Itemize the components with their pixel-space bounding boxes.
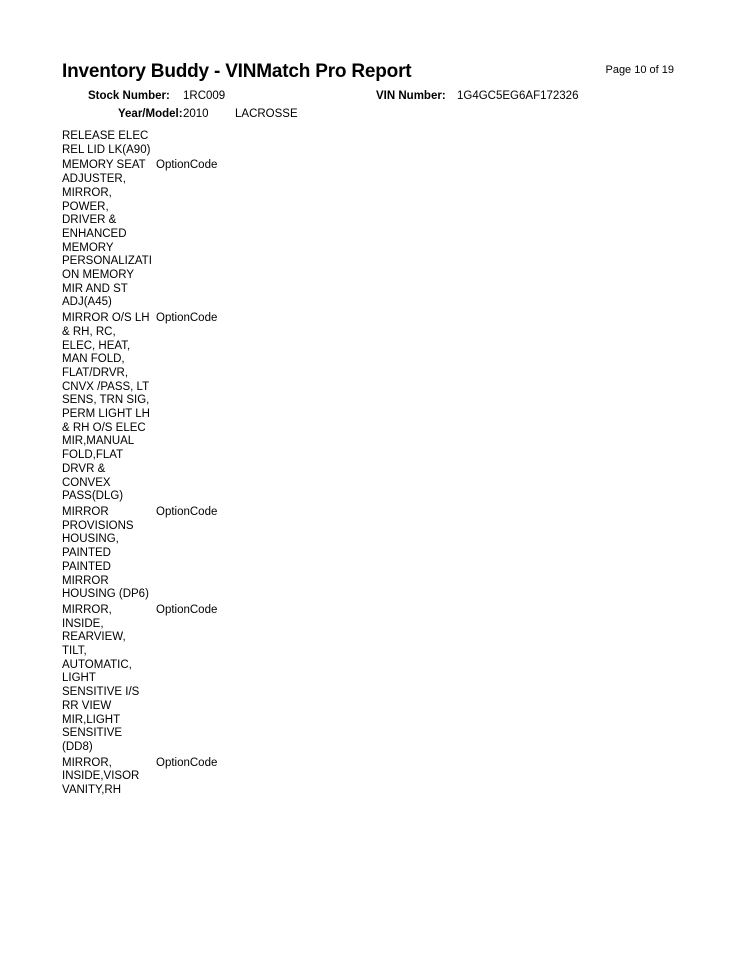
vehicle-meta (62, 90, 682, 126)
list-item (62, 506, 682, 602)
option-description: MIRROR, INSIDE,VISOR VANITY,RH (62, 756, 140, 797)
vin-number-label: VIN Number: (376, 90, 446, 102)
list-item (62, 757, 682, 798)
page-indicator: Page 10 of 19 (605, 64, 674, 76)
report-header (62, 60, 682, 84)
option-type: OptionCode (156, 312, 218, 325)
option-description: MIRROR PROVISIONS HOUSING, PAINTED PAINTED MIRROR HOUSING (DP6) (62, 505, 149, 601)
option-description: RELEASE ELEC REL LID LK(A90) (62, 130, 151, 156)
option-description: MIRROR O/S LH & RH, RC, ELEC, HEAT, MAN FOLD, FLAT/DRVR, CNVX /PASS, LT SENS, TRN SIG, PERM LIGHT LH & RH O/S ELEC MIR,MANUAL FOLD,FLAT DRVR & CONVEX PASS(DLG) (62, 312, 150, 503)
page-title: Inventory Buddy - VINMatch Pro Report (62, 61, 412, 82)
list-item (62, 130, 682, 157)
option-type: OptionCode (156, 756, 218, 769)
year-value: 2010 (183, 108, 209, 120)
option-type: OptionCode (156, 159, 218, 172)
list-item (62, 604, 682, 755)
list-item (62, 159, 682, 310)
option-type: OptionCode (156, 505, 218, 518)
option-list (62, 130, 682, 800)
stock-number-label: Stock Number: (88, 90, 170, 102)
model-value: LACROSSE (235, 108, 298, 120)
option-type: OptionCode (156, 603, 218, 616)
year-model-label: Year/Model: (118, 108, 183, 120)
option-description: MIRROR, INSIDE, REARVIEW, TILT, AUTOMATIC, LIGHT SENSITIVE I/S RR VIEW MIR,LIGHT SENSITIVE (DD8) (62, 603, 140, 753)
stock-number-value: 1RC009 (183, 90, 226, 102)
meta-row-year-model (62, 108, 682, 126)
option-description: MEMORY SEAT ADJUSTER, MIRROR, POWER, DRIVER & ENHANCED MEMORY PERSONALIZATION MEMORY MIR AND ST ADJ(A45) (62, 159, 152, 309)
vin-number-value: 1G4GC5EG6AF172326 (457, 90, 579, 102)
list-item (62, 312, 682, 504)
meta-row-stock-vin (62, 90, 682, 108)
